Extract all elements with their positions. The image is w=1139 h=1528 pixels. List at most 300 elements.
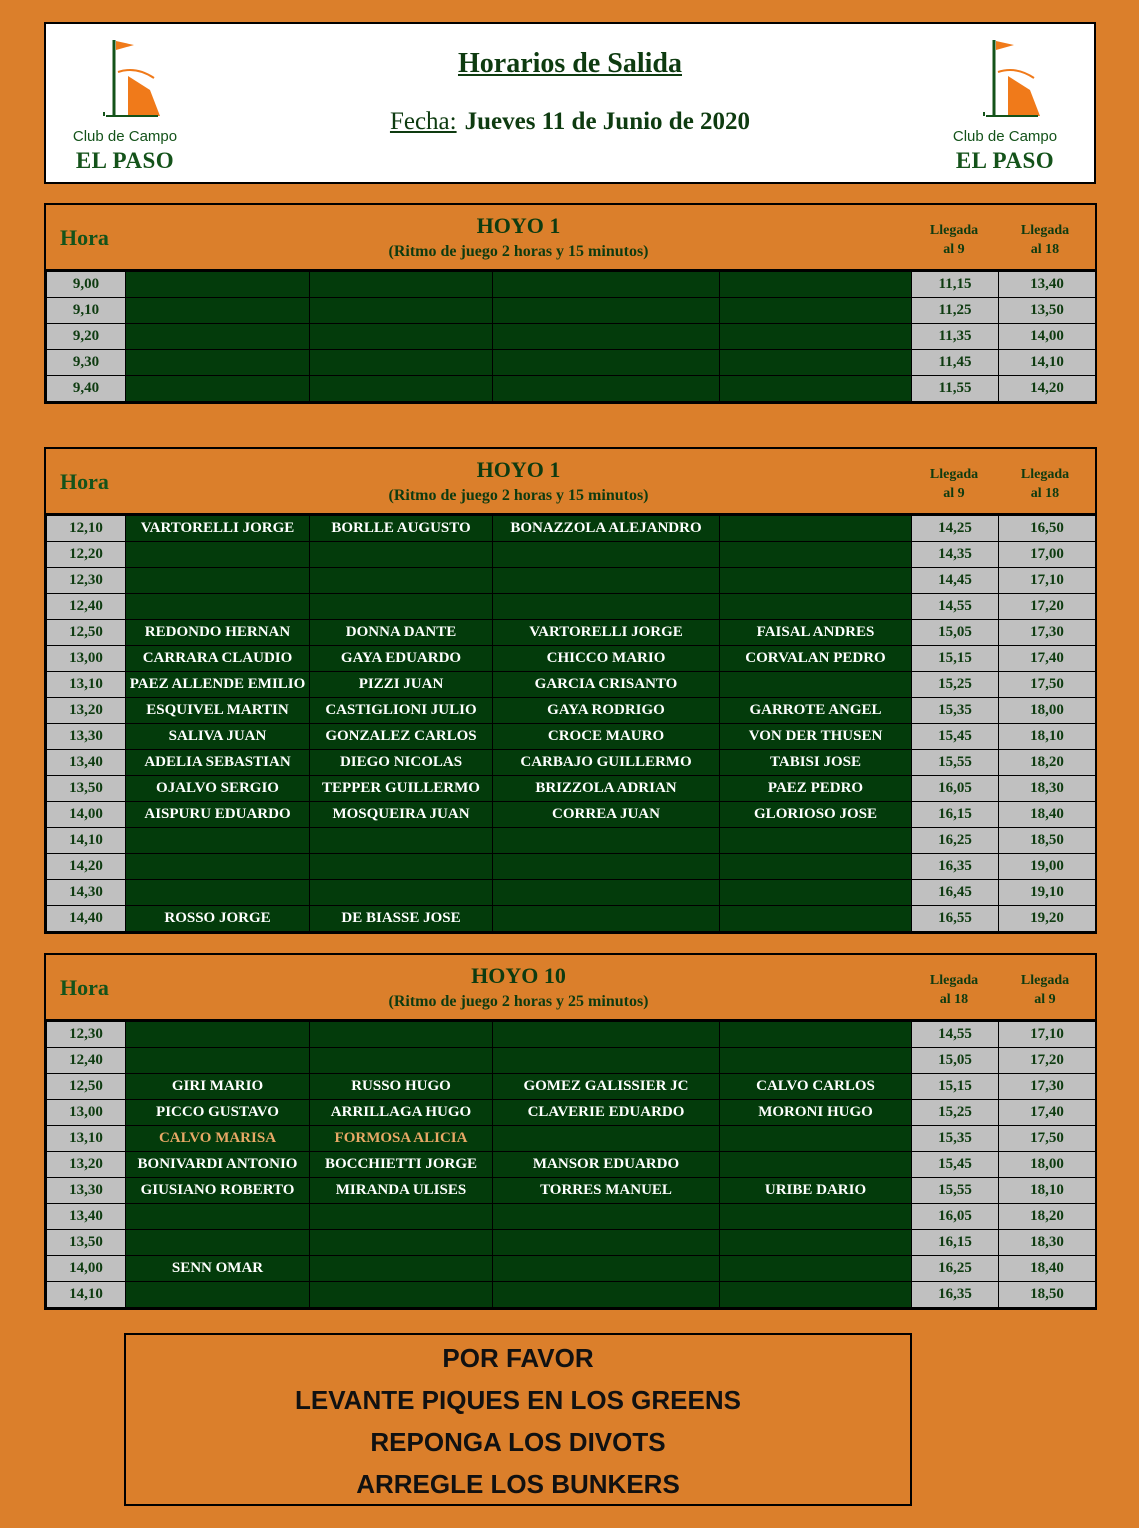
arrival-time-b: 18,50	[999, 828, 1096, 854]
arrival-header-a	[910, 221, 998, 259]
table-row	[47, 568, 1096, 594]
tee-time: 9,30	[47, 350, 126, 376]
tee-time: 13,20	[47, 1152, 126, 1178]
player-slot	[126, 1230, 310, 1256]
player-slot	[720, 324, 912, 350]
player-slot	[720, 376, 912, 402]
player-slot: PAEZ PEDRO	[720, 776, 912, 802]
player-slot: BONIVARDI ANTONIO	[126, 1152, 310, 1178]
player-slot	[493, 1256, 720, 1282]
arrival-time-b: 18,50	[999, 1282, 1096, 1308]
table-row	[47, 620, 1096, 646]
player-slot	[720, 350, 912, 376]
arrival-time-a: 15,05	[912, 620, 999, 646]
player-slot	[126, 298, 310, 324]
player-slot	[126, 272, 310, 298]
player-slot	[126, 568, 310, 594]
player-slot: RUSSO HUGO	[310, 1074, 493, 1100]
arrival-time-b: 18,20	[999, 750, 1096, 776]
arrival-time-b: 17,20	[999, 1048, 1096, 1074]
tee-time: 12,10	[47, 516, 126, 542]
arrival-time-a: 15,25	[912, 672, 999, 698]
player-slot	[126, 350, 310, 376]
tee-time: 12,20	[47, 542, 126, 568]
arrival-time-b: 17,30	[999, 1074, 1096, 1100]
arrival-time-a: 15,55	[912, 1178, 999, 1204]
arrival-time-b: 17,50	[999, 672, 1096, 698]
player-slot	[493, 542, 720, 568]
arrival-header-b	[1001, 971, 1089, 1009]
table-row	[47, 802, 1096, 828]
arrival-time-b: 17,30	[999, 620, 1096, 646]
arrival-time-b: 18,00	[999, 1152, 1096, 1178]
table-row	[47, 1048, 1096, 1074]
arrival-time-a: 16,15	[912, 802, 999, 828]
table-row	[47, 376, 1096, 402]
player-slot	[720, 1152, 912, 1178]
table-row	[47, 776, 1096, 802]
club-logo-right	[940, 38, 1070, 178]
player-slot	[493, 376, 720, 402]
arrival-time-a: 15,15	[912, 646, 999, 672]
player-slot	[720, 1230, 912, 1256]
arrival-time-b: 14,10	[999, 350, 1096, 376]
arrival-time-b: 14,20	[999, 376, 1096, 402]
logo-club-name: EL PASO	[75, 148, 175, 173]
notice-line: POR FAVOR	[442, 1343, 594, 1373]
player-slot	[126, 376, 310, 402]
tee-time: 14,00	[47, 802, 126, 828]
tee-time: 12,50	[47, 1074, 126, 1100]
player-slot	[720, 568, 912, 594]
player-slot	[493, 594, 720, 620]
table-row	[47, 1230, 1096, 1256]
table-row	[47, 1256, 1096, 1282]
tee-time: 12,50	[47, 620, 126, 646]
arrival-header-a	[910, 465, 998, 503]
player-slot: PAEZ ALLENDE EMILIO	[126, 672, 310, 698]
pace-of-play: (Ritmo de juego 2 horas y 15 minutos)	[388, 243, 649, 260]
player-slot: SALIVA JUAN	[126, 724, 310, 750]
tee-time-table	[46, 515, 1096, 932]
arrival-header-a	[910, 971, 998, 1009]
player-slot: CORVALAN PEDRO	[720, 646, 912, 672]
table-row	[47, 828, 1096, 854]
player-slot: CARRARA CLAUDIO	[126, 646, 310, 672]
player-slot: ARRILLAGA HUGO	[310, 1100, 493, 1126]
player-slot	[493, 854, 720, 880]
arrival-time-a: 15,05	[912, 1048, 999, 1074]
arrival-time-b: 19,20	[999, 906, 1096, 932]
date-line	[46, 108, 1094, 136]
player-slot	[720, 1282, 912, 1308]
player-slot: BOCCHIETTI JORGE	[310, 1152, 493, 1178]
player-slot: MORONI HUGO	[720, 1100, 912, 1126]
player-slot: URIBE DARIO	[720, 1178, 912, 1204]
arrival-time-a: 16,05	[912, 776, 999, 802]
player-slot	[720, 542, 912, 568]
section-header	[46, 955, 1095, 1021]
player-slot: BORLLE AUGUSTO	[310, 516, 493, 542]
player-slot: DONNA DANTE	[310, 620, 493, 646]
arrival-time-b: 17,50	[999, 1126, 1096, 1152]
player-slot: TEPPER GUILLERMO	[310, 776, 493, 802]
player-slot	[310, 298, 493, 324]
tee-time: 9,40	[47, 376, 126, 402]
player-slot: GOMEZ GALISSIER JC	[493, 1074, 720, 1100]
tee-time: 14,00	[47, 1256, 126, 1282]
table-row	[47, 672, 1096, 698]
arrival-time-b: 18,10	[999, 724, 1096, 750]
player-slot	[720, 880, 912, 906]
table-row	[47, 1022, 1096, 1048]
player-slot: ADELIA SEBASTIAN	[126, 750, 310, 776]
player-slot: ROSSO JORGE	[126, 906, 310, 932]
tee-time: 13,40	[47, 1204, 126, 1230]
arrival-time-b: 18,40	[999, 802, 1096, 828]
player-slot: GONZALEZ CARLOS	[310, 724, 493, 750]
pace-of-play: (Ritmo de juego 2 horas y 25 minutos)	[388, 993, 649, 1010]
player-slot: GAYA RODRIGO	[493, 698, 720, 724]
player-slot	[310, 1282, 493, 1308]
player-slot	[310, 828, 493, 854]
player-slot: VARTORELLI JORGE	[493, 620, 720, 646]
arrival-time-b: 18,00	[999, 698, 1096, 724]
player-slot	[493, 1282, 720, 1308]
table-row	[47, 724, 1096, 750]
player-slot	[310, 542, 493, 568]
player-slot: FAISAL ANDRES	[720, 620, 912, 646]
arrival-time-a: 16,05	[912, 1204, 999, 1230]
tee-time: 13,30	[47, 724, 126, 750]
table-row	[47, 750, 1096, 776]
arrival-time-a: 15,45	[912, 1152, 999, 1178]
table-row	[47, 594, 1096, 620]
logo-club-label: Club de Campo	[72, 128, 178, 145]
player-slot	[493, 1204, 720, 1230]
player-slot: GIUSIANO ROBERTO	[126, 1178, 310, 1204]
logo-club-name: EL PASO	[955, 148, 1055, 173]
arrival-time-a: 11,25	[912, 298, 999, 324]
arrival-time-b: 18,10	[999, 1178, 1096, 1204]
arrival-time-b: 19,00	[999, 854, 1096, 880]
tee-times-section-3	[44, 953, 1097, 1310]
player-slot: VARTORELLI JORGE	[126, 516, 310, 542]
tee-time-table	[46, 271, 1096, 402]
player-slot: AISPURU EDUARDO	[126, 802, 310, 828]
arrival-time-b: 18,20	[999, 1204, 1096, 1230]
player-slot	[720, 1048, 912, 1074]
arrival-time-a: 15,55	[912, 750, 999, 776]
player-slot	[493, 1048, 720, 1074]
arrival-time-b: 18,30	[999, 1230, 1096, 1256]
player-slot: MANSOR EDUARDO	[493, 1152, 720, 1178]
page-title: Horarios de Salida	[457, 48, 682, 79]
arrival-time-a: 11,15	[912, 272, 999, 298]
arrival-time-a: 16,55	[912, 906, 999, 932]
arrival-header-a-line2: al 18	[939, 992, 969, 1007]
player-slot: CROCE MAURO	[493, 724, 720, 750]
player-slot: BONAZZOLA ALEJANDRO	[493, 516, 720, 542]
tee-time: 9,20	[47, 324, 126, 350]
player-slot	[126, 1204, 310, 1230]
arrival-time-b: 19,10	[999, 880, 1096, 906]
player-slot: CARBAJO GUILLERMO	[493, 750, 720, 776]
notice-line: REPONGA LOS DIVOTS	[370, 1427, 666, 1457]
player-slot	[720, 594, 912, 620]
arrival-time-a: 14,55	[912, 594, 999, 620]
arrival-time-a: 14,35	[912, 542, 999, 568]
player-slot	[310, 1256, 493, 1282]
section-header	[46, 205, 1095, 271]
arrival-time-a: 15,45	[912, 724, 999, 750]
arrival-header-a-line2: al 9	[943, 486, 965, 501]
player-slot	[493, 298, 720, 324]
table-row	[47, 272, 1096, 298]
arrival-time-a: 11,45	[912, 350, 999, 376]
player-slot	[493, 906, 720, 932]
tee-times-section-2	[44, 447, 1097, 934]
table-row	[47, 350, 1096, 376]
arrival-header-b-line2: al 9	[1034, 992, 1056, 1007]
arrival-time-a: 14,55	[912, 1022, 999, 1048]
player-slot: FORMOSA ALICIA	[310, 1126, 493, 1152]
player-slot	[720, 1126, 912, 1152]
player-slot: PIZZI JUAN	[310, 672, 493, 698]
arrival-time-b: 16,50	[999, 516, 1096, 542]
player-slot	[126, 1022, 310, 1048]
arrival-time-a: 15,35	[912, 698, 999, 724]
player-slot: MOSQUEIRA JUAN	[310, 802, 493, 828]
arrival-header-a-line1: Llegada	[929, 467, 979, 482]
player-slot: MIRANDA ULISES	[310, 1178, 493, 1204]
notice-line: ARREGLE LOS BUNKERS	[356, 1469, 680, 1499]
player-slot	[720, 516, 912, 542]
table-row	[47, 324, 1096, 350]
table-row	[47, 1074, 1096, 1100]
player-slot: PICCO GUSTAVO	[126, 1100, 310, 1126]
table-row	[47, 906, 1096, 932]
tee-time: 14,30	[47, 880, 126, 906]
player-slot	[310, 324, 493, 350]
arrival-time-a: 16,35	[912, 854, 999, 880]
player-slot	[310, 594, 493, 620]
tee-time-table	[46, 1021, 1096, 1308]
player-slot	[493, 1126, 720, 1152]
player-slot: REDONDO HERNAN	[126, 620, 310, 646]
section-header	[46, 449, 1095, 515]
tee-time: 9,00	[47, 272, 126, 298]
arrival-time-a: 16,25	[912, 828, 999, 854]
player-slot	[126, 1048, 310, 1074]
player-slot: DIEGO NICOLAS	[310, 750, 493, 776]
player-slot: CALVO MARISA	[126, 1126, 310, 1152]
player-slot: CORREA JUAN	[493, 802, 720, 828]
tee-time: 13,40	[47, 750, 126, 776]
tee-time: 14,10	[47, 1282, 126, 1308]
hora-header: Hora	[60, 975, 109, 1000]
tee-time: 13,30	[47, 1178, 126, 1204]
tee-time: 13,00	[47, 1100, 126, 1126]
player-slot	[493, 324, 720, 350]
arrival-time-b: 17,20	[999, 594, 1096, 620]
player-slot	[126, 828, 310, 854]
player-slot	[126, 854, 310, 880]
tee-time: 14,40	[47, 906, 126, 932]
player-slot	[720, 298, 912, 324]
arrival-time-b: 18,40	[999, 1256, 1096, 1282]
player-slot	[493, 880, 720, 906]
tee-time: 9,10	[47, 298, 126, 324]
arrival-time-a: 16,35	[912, 1282, 999, 1308]
player-slot: GARROTE ANGEL	[720, 698, 912, 724]
tee-time: 13,10	[47, 672, 126, 698]
arrival-time-a: 14,25	[912, 516, 999, 542]
player-slot	[720, 672, 912, 698]
player-slot: VON DER THUSEN	[720, 724, 912, 750]
player-slot	[310, 1048, 493, 1074]
table-row	[47, 542, 1096, 568]
table-row	[47, 1126, 1096, 1152]
header-panel	[44, 22, 1096, 184]
player-slot: CASTIGLIONI JULIO	[310, 698, 493, 724]
table-row	[47, 880, 1096, 906]
tee-time: 13,00	[47, 646, 126, 672]
tee-time: 12,30	[47, 568, 126, 594]
arrival-header-b-line2: al 18	[1030, 242, 1060, 257]
hora-header: Hora	[60, 225, 109, 250]
player-slot	[126, 594, 310, 620]
arrival-header-b-line1: Llegada	[1020, 467, 1070, 482]
player-slot: CALVO CARLOS	[720, 1074, 912, 1100]
player-slot	[720, 1022, 912, 1048]
tee-time: 13,20	[47, 698, 126, 724]
hora-header: Hora	[60, 469, 109, 494]
table-row	[47, 1282, 1096, 1308]
tee-time: 12,30	[47, 1022, 126, 1048]
player-slot	[310, 1230, 493, 1256]
arrival-time-a: 16,45	[912, 880, 999, 906]
player-slot	[720, 272, 912, 298]
player-slot	[310, 376, 493, 402]
player-slot	[493, 1022, 720, 1048]
player-slot	[720, 854, 912, 880]
arrival-header-a-line1: Llegada	[929, 223, 979, 238]
arrival-header-b	[1001, 221, 1089, 259]
logo-club-label: Club de Campo	[952, 128, 1058, 145]
hole-title: HOYO 1	[476, 457, 561, 482]
player-slot	[310, 1204, 493, 1230]
player-slot	[310, 854, 493, 880]
table-row	[47, 646, 1096, 672]
arrival-time-b: 17,10	[999, 568, 1096, 594]
tee-time: 14,10	[47, 828, 126, 854]
player-slot	[310, 1022, 493, 1048]
player-slot	[310, 272, 493, 298]
player-slot	[720, 906, 912, 932]
table-row	[47, 698, 1096, 724]
player-slot	[720, 828, 912, 854]
player-slot: GIRI MARIO	[126, 1074, 310, 1100]
arrival-header-a-line2: al 9	[943, 242, 965, 257]
player-slot	[126, 542, 310, 568]
tee-time: 14,20	[47, 854, 126, 880]
arrival-time-a: 15,25	[912, 1100, 999, 1126]
player-slot	[493, 350, 720, 376]
table-row	[47, 1152, 1096, 1178]
arrival-time-a: 16,15	[912, 1230, 999, 1256]
tee-time: 12,40	[47, 1048, 126, 1074]
player-slot	[310, 568, 493, 594]
tee-time: 12,40	[47, 594, 126, 620]
tee-time: 13,50	[47, 776, 126, 802]
arrival-header-b-line1: Llegada	[1020, 223, 1070, 238]
date-label: Fecha:	[389, 108, 457, 135]
player-slot	[126, 324, 310, 350]
table-row	[47, 516, 1096, 542]
hole-title: HOYO 10	[471, 963, 566, 988]
arrival-time-a: 14,45	[912, 568, 999, 594]
arrival-time-b: 18,30	[999, 776, 1096, 802]
arrival-time-a: 15,15	[912, 1074, 999, 1100]
player-slot: GAYA EDUARDO	[310, 646, 493, 672]
player-slot	[310, 880, 493, 906]
player-slot	[126, 880, 310, 906]
arrival-header-b	[1001, 465, 1089, 503]
arrival-time-a: 15,35	[912, 1126, 999, 1152]
hole-title: HOYO 1	[476, 213, 561, 238]
player-slot: BRIZZOLA ADRIAN	[493, 776, 720, 802]
player-slot	[493, 1230, 720, 1256]
player-slot	[493, 568, 720, 594]
player-slot: GARCIA CRISANTO	[493, 672, 720, 698]
player-slot: SENN OMAR	[126, 1256, 310, 1282]
arrival-time-b: 17,00	[999, 542, 1096, 568]
pace-of-play: (Ritmo de juego 2 horas y 15 minutos)	[388, 487, 649, 504]
player-slot	[720, 1204, 912, 1230]
arrival-time-b: 17,40	[999, 1100, 1096, 1126]
table-row	[47, 854, 1096, 880]
player-slot: TORRES MANUEL	[493, 1178, 720, 1204]
arrival-header-a-line1: Llegada	[929, 973, 979, 988]
tee-time: 13,10	[47, 1126, 126, 1152]
arrival-header-b-line2: al 18	[1030, 486, 1060, 501]
player-slot: OJALVO SERGIO	[126, 776, 310, 802]
arrival-time-b: 17,10	[999, 1022, 1096, 1048]
arrival-time-b: 13,40	[999, 272, 1096, 298]
player-slot: GLORIOSO JOSE	[720, 802, 912, 828]
player-slot: DE BIASSE JOSE	[310, 906, 493, 932]
tee-time: 13,50	[47, 1230, 126, 1256]
player-slot: TABISI JOSE	[720, 750, 912, 776]
player-slot	[720, 1256, 912, 1282]
course-care-notice	[124, 1333, 912, 1506]
player-slot: CHICCO MARIO	[493, 646, 720, 672]
player-slot	[310, 350, 493, 376]
arrival-time-b: 14,00	[999, 324, 1096, 350]
table-row	[47, 1100, 1096, 1126]
arrival-time-b: 17,40	[999, 646, 1096, 672]
table-row	[47, 1204, 1096, 1230]
table-row	[47, 1178, 1096, 1204]
arrival-time-b: 13,50	[999, 298, 1096, 324]
golf-flag-icon	[968, 38, 1048, 130]
arrival-header-b-line1: Llegada	[1020, 973, 1070, 988]
table-row	[47, 298, 1096, 324]
arrival-time-a: 16,25	[912, 1256, 999, 1282]
player-slot	[126, 1282, 310, 1308]
player-slot: CLAVERIE EDUARDO	[493, 1100, 720, 1126]
